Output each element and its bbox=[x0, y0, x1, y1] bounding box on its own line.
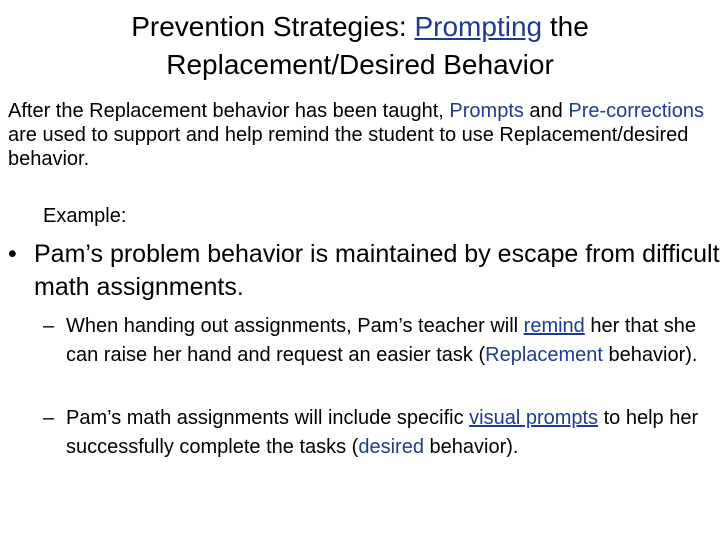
sub-bullet-text-1 bbox=[66, 312, 718, 370]
intro-part-3: are used to support and help remind the student to use Replacement/desired behavior. bbox=[8, 124, 689, 170]
sub1-part-1: When handing out assignments, Pam’s teacher will bbox=[66, 315, 524, 337]
sub1-remind-term: remind bbox=[523, 315, 585, 337]
bullet-marker: • bbox=[8, 240, 17, 268]
sub1-part-2: her that she can raise her hand and request an easier task ( bbox=[66, 315, 696, 366]
sub2-part-3: behavior). bbox=[423, 436, 519, 458]
sub-bullet-marker-1: – bbox=[43, 315, 55, 337]
title-prefix: Prevention Strategies: bbox=[131, 11, 415, 42]
sub2-visual-prompts-term: visual prompts bbox=[469, 407, 599, 429]
intro-part-2: and bbox=[523, 100, 569, 122]
intro-prompts-term: Prompts bbox=[449, 100, 524, 122]
sub1-part-3: behavior). bbox=[602, 344, 698, 366]
intro-precorrections-term: Pre-corrections bbox=[568, 100, 704, 122]
sub-bullet-item-1 bbox=[43, 312, 718, 370]
title-line-2: Replacement/Desired Behavior bbox=[166, 49, 554, 80]
slide-title bbox=[0, 8, 720, 84]
intro-part-1: After the Replacement behavior has been taught, bbox=[8, 100, 450, 122]
sub-bullet-marker-2: – bbox=[43, 407, 55, 429]
sub2-desired-term: desired bbox=[358, 436, 424, 458]
title-highlight-prompting: Prompting bbox=[414, 11, 543, 42]
sub2-part-1: Pam’s math assignments will include specific bbox=[66, 407, 470, 429]
bullet-item bbox=[8, 238, 720, 304]
intro-paragraph bbox=[8, 99, 718, 171]
title-line-1 bbox=[0, 8, 720, 46]
title-suffix: the bbox=[542, 11, 589, 42]
sub2-part-2: to help her successfully complete the tasks ( bbox=[66, 407, 699, 458]
bullet-text: Pam’s problem behavior is maintained by escape from difficult math assignments. bbox=[34, 240, 720, 301]
sub-bullet-text-2 bbox=[66, 404, 718, 462]
example-label: Example: bbox=[43, 205, 127, 227]
sub-bullet-item-2 bbox=[43, 404, 718, 462]
sub1-replacement-term: Replacement bbox=[485, 344, 603, 366]
